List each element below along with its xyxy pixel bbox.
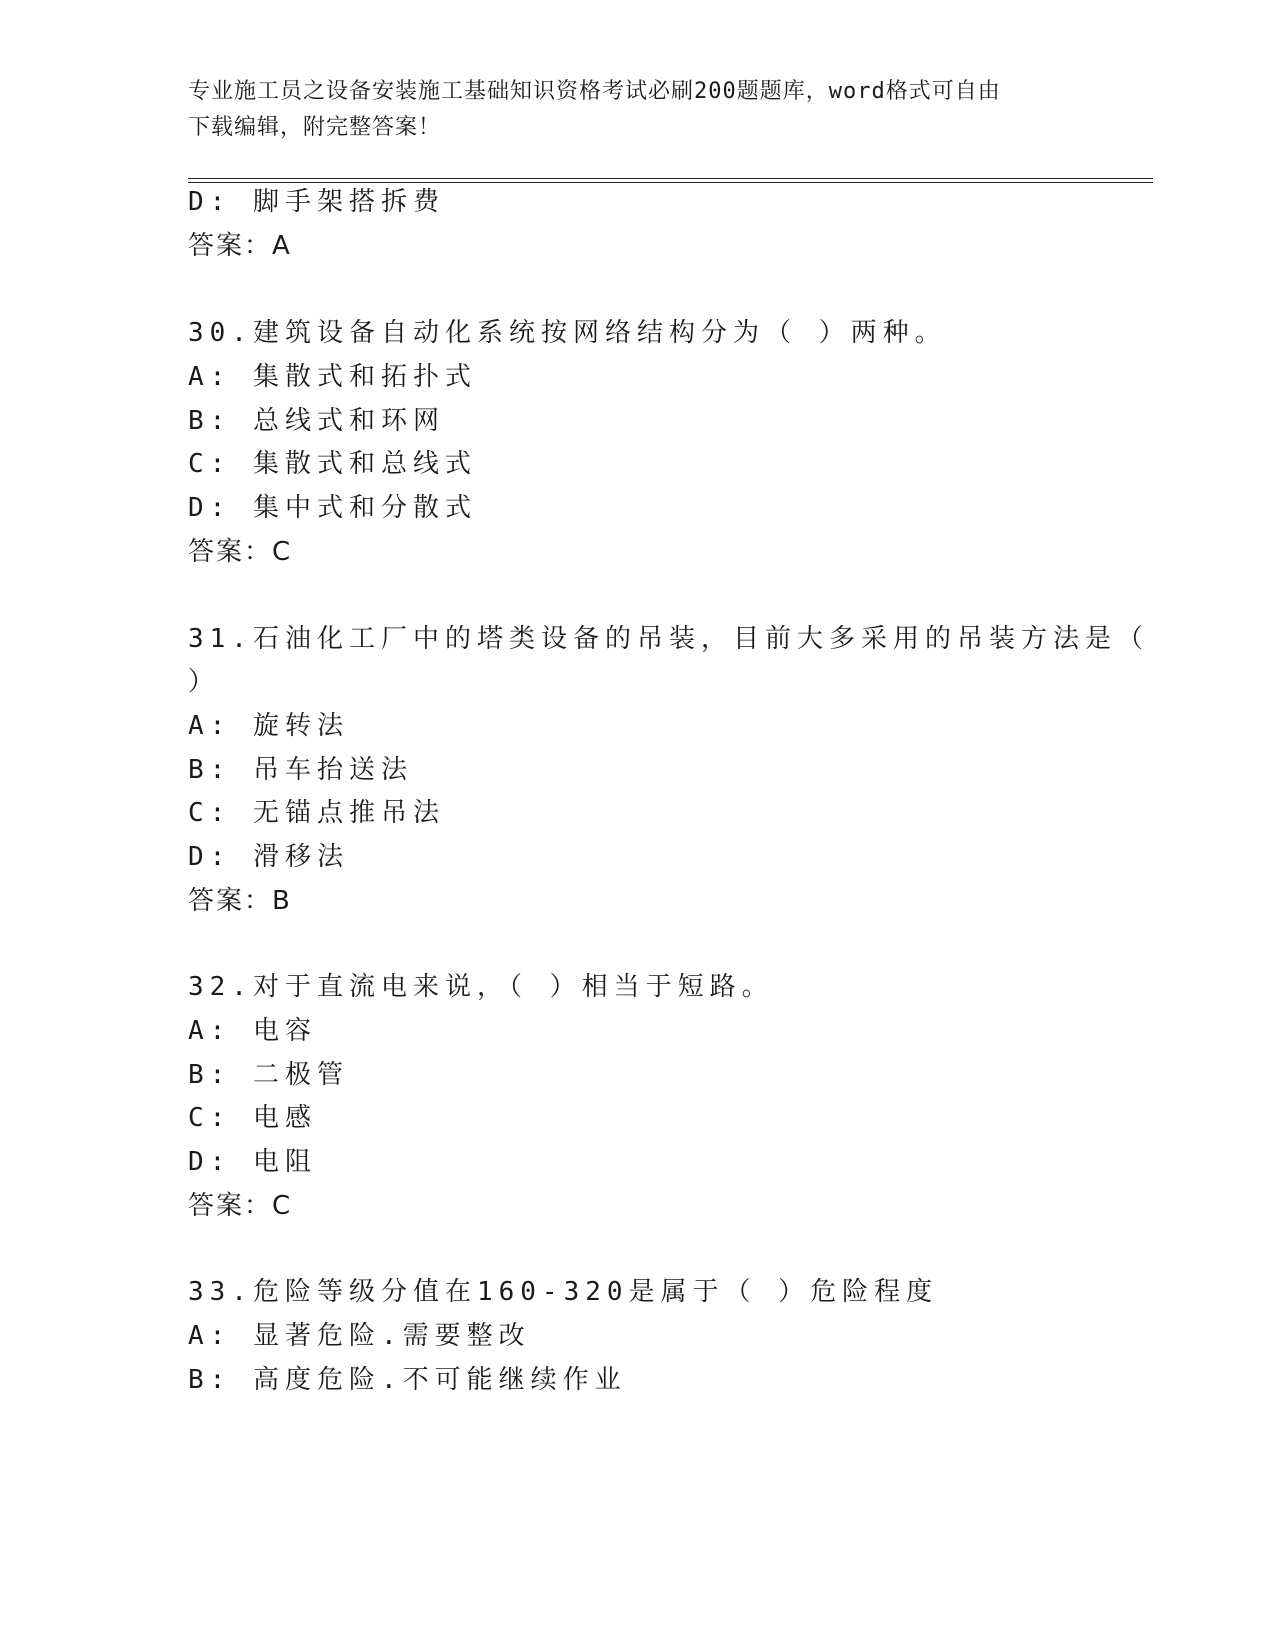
q32-option-c: C: 电感 [188,1103,317,1133]
prev-answer: 答案：A [188,231,292,261]
q31-option-b: B: 吊车抬送法 [188,755,413,785]
q32-stem: 32.对于直流电来说，（ ）相当于短路。 [188,972,774,1002]
q31-option-d: D: 滑移法 [188,842,349,872]
q30-option-c: C: 集散式和总线式 [188,449,477,479]
q33-option-b: B: 高度危险.不可能继续作业 [188,1365,627,1395]
q31-stem-line-2: ） [188,667,221,697]
q31-stem-line-1: 31.石油化工厂中的塔类设备的吊装，目前大多采用的吊装方法是（ [188,624,1149,654]
q32-option-d: D: 电阻 [188,1147,317,1177]
q31-option-a: A: 旋转法 [188,711,349,741]
q32-answer: 答案：C [188,1191,293,1221]
q30-option-b: B: 总线式和环网 [188,406,445,436]
q32-option-a: A: 电容 [188,1016,317,1046]
header-rule-top [188,178,1153,179]
q30-answer: 答案：C [188,537,293,567]
prev-option-d: D: 脚手架搭拆费 [188,187,445,217]
header-rule-bottom [188,182,1153,183]
q31-option-c: C: 无锚点推吊法 [188,798,445,828]
q30-option-a: A: 集散式和拓扑式 [188,362,477,392]
header-line-1: 专业施工员之设备安装施工基础知识资格考试必刷200题题库，word格式可自由 [188,79,1001,104]
q33-option-a: A: 显著危险.需要整改 [188,1321,531,1351]
header-line-2: 下载编辑，附完整答案！ [188,115,442,140]
q31-answer: 答案：B [188,886,292,916]
q32-option-b: B: 二极管 [188,1060,349,1090]
document-header [188,74,1088,146]
q30-option-d: D: 集中式和分散式 [188,493,477,523]
q30-stem: 30.建筑设备自动化系统按网络结构分为（ ）两种。 [188,318,947,348]
q33-stem: 33.危险等级分值在160-320是属于（ ）危险程度 [188,1277,939,1307]
